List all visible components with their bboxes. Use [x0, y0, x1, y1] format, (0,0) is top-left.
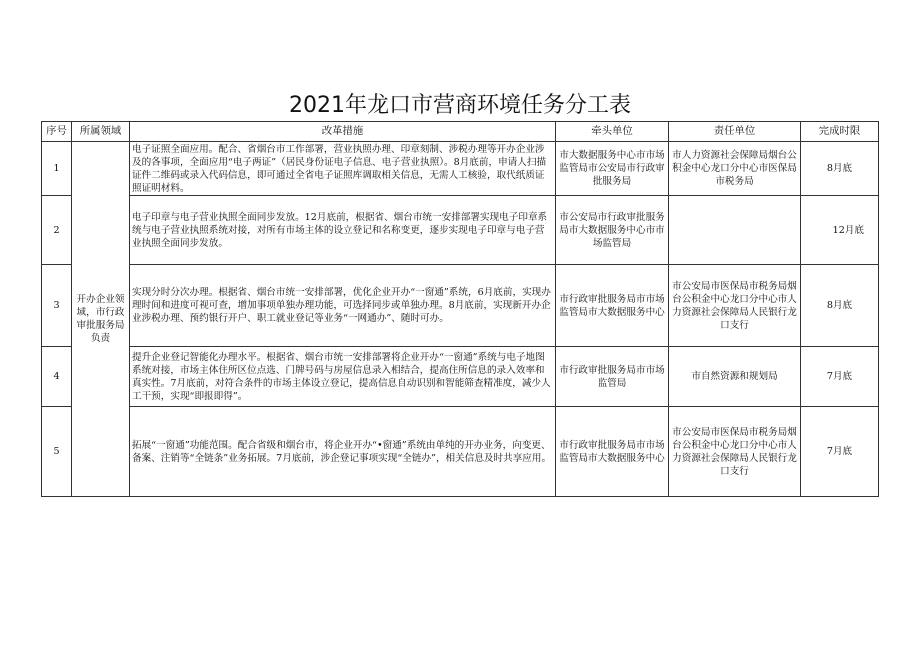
table-row: [42, 265, 879, 347]
table-row: [42, 347, 879, 407]
task-table: [41, 121, 879, 497]
responsible-unit: 市自然资源和规划局: [669, 347, 801, 407]
responsible-unit: 市公安局市医保局市税务局烟台公积金中心龙口分中心市人力资源社会保障局人民银行龙口支行: [669, 265, 801, 347]
col-header-measures: 改革措施: [130, 122, 556, 142]
reform-measure: 拓展“一窗通”功能范围。配合省级和烟台市，将企业开办“•窗通”系统由单纯的开办业务，向变更、备案、注销等“全链条”业务拓展。7月底前，涉企登记事项实现“全链办”，相关信息及时共享应用。: [130, 407, 556, 497]
table-row: [42, 407, 879, 497]
deadline: 7月底: [801, 347, 879, 407]
lead-unit: 市公安局市行政审批服务局市大数据服务中心市市场监管局: [556, 196, 669, 265]
row-number: 1: [42, 142, 72, 196]
reform-measure: 电子证照全面应用。配合、省烟台市工作部署，营业执照办理、印章刻制、涉税办理等开办企业涉及的各事项，全面应用“电子两证”（居民身份证电子信息、电子营业执照）。8月底前，申请人扫描证件二维码或录入代码信息，即可通过全省电子证照库调取相关信息，无需人工核验，取代纸质证照证明材料。: [130, 142, 556, 196]
responsible-unit: 市人力资源社会保障局烟台公积金中心龙口分中心市医保局市税务局: [669, 142, 801, 196]
row-number: 5: [42, 407, 72, 497]
lead-unit: 市行政审批服务局市市场监管局: [556, 347, 669, 407]
row-number: 4: [42, 347, 72, 407]
deadline: 8月底: [801, 265, 879, 347]
area-cell: 开办企业领域，市行政审批服务局负责: [72, 142, 130, 497]
col-header-num: 序号: [42, 122, 72, 142]
deadline: 7月底: [801, 407, 879, 497]
table-row: [42, 196, 879, 265]
header-row: [42, 122, 879, 142]
row-number: 3: [42, 265, 72, 347]
page-title: 2021年龙口市营商环境任务分工表: [289, 93, 631, 118]
lead-unit: 市大数据服务中心市市场监管局市公安局市行政审批服务局: [556, 142, 669, 196]
col-header-area: 所属领域: [72, 122, 130, 142]
lead-unit: 市行政审批服务局市市场监管局市大数据服务中心: [556, 407, 669, 497]
lead-unit: 市行政审批服务局市市场监管局市大数据服务中心: [556, 265, 669, 347]
deadline: 8月底: [801, 142, 879, 196]
responsible-unit: 市公安局市医保局市税务局烟台公积金中心龙口分中心市人力资源社会保障局人民银行龙口支行: [669, 407, 801, 497]
reform-measure: 提升企业登记智能化办理水平。根据省、烟台市统一安排部署将企业开办“一窗通”系统与电子地图系统对接，市场主体住所区位点选、门牌号码与房屋信息录入相结合，提高住所信息的录入效率和真实性。7月底前，对符合条件的市场主体设立登记，提高信息自动识别和智能筛查精准度，减少人工干预，实现“即报即得”。: [130, 347, 556, 407]
deadline: 12月底: [801, 196, 879, 265]
reform-measure: 电子印章与电子营业执照全面同步发放。12月底前，根据省、烟台市统一安排部署实现电子印章系统与电子营业执照系统对接，对所有市场主体的设立登记和名称变更，逐步实现电子印章与电子营业执照全面同步发放。: [130, 196, 556, 265]
row-number: 2: [42, 196, 72, 265]
col-header-deadline: 完成时限: [801, 122, 879, 142]
col-header-lead: 牵头单位: [556, 122, 669, 142]
col-header-responsible: 责任单位: [669, 122, 801, 142]
reform-measure: 实现分时分次办理。根据省、烟台市统一安排部署，优化企业开办“一窗通”系统，6月底前，实现办理时间和进度可视可查，增加事项单独办理功能，可选择同步或单独办理。8月底前，实现新开办企业涉税办理、预约银行开户、职工就业登记等业务“一网通办”、随时可办。: [130, 265, 556, 347]
table-row: [42, 142, 879, 196]
responsible-unit: [669, 196, 801, 265]
